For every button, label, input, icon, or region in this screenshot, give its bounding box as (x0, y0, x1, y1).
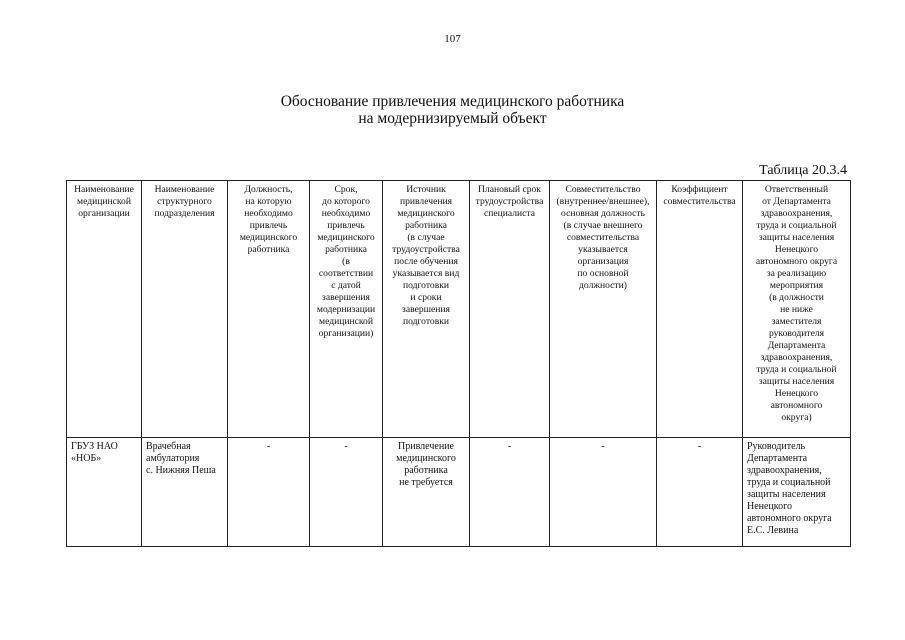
header-medical-organization: Наименование медицинской организации (67, 181, 142, 438)
header-responsible: Ответственный от Департамента здравоохранения, труда и социальной защиты населения Ненецкого автономного округа за реализацию мероприятия (в должности не ниже заместителя руководителя Департамента здравоохранения, труда и социальной защиты населения Ненецкого автономного округа) (743, 181, 851, 438)
cell-position: - (228, 438, 310, 547)
cell-structural-unit: Врачебная амбулатория с. Нижняя Пеша (142, 438, 228, 547)
table-label: Таблица 20.3.4 (759, 163, 847, 178)
cell-source: Привлечение медицинского работника не требуется (383, 438, 470, 547)
table-header-row (67, 181, 851, 438)
header-position: Должность, на которую необходимо привлечь медицинского работника (228, 181, 310, 438)
header-deadline: Срок, до которого необходимо привлечь медицинского работника (в соответствии с датой завершения модернизации медицинской организации) (310, 181, 383, 438)
header-structural-unit: Наименование структурного подразделения (142, 181, 228, 438)
title-line-2: на модернизируемый объект (358, 110, 547, 127)
document-title (0, 93, 905, 127)
title-line-1: Обоснование привлечения медицинского работника (280, 93, 625, 110)
header-source: Источник привлечения медицинского работника (в случае трудоустройства после обучения указывается вид подготовки и сроки завершения подготовки (383, 181, 470, 438)
table-row (67, 438, 851, 547)
cell-combination-coefficient: - (657, 438, 743, 547)
cell-planned-employment-date: - (470, 438, 550, 547)
header-planned-employment-date: Плановый срок трудоустройства специалиста (470, 181, 550, 438)
cell-combination: - (550, 438, 657, 547)
header-combination-coefficient: Коэффициент совместительства (657, 181, 743, 438)
cell-medical-organization: ГБУЗ НАО «НОБ» (67, 438, 142, 547)
cell-deadline: - (310, 438, 383, 547)
header-combination: Совместительство (внутреннее/внешнее), основная должность (в случае внешнего совместительства указывается организация по основной должности) (550, 181, 657, 438)
page-number: 107 (444, 33, 461, 45)
cell-responsible: Руководитель Департамента здравоохранения, труда и социальной защиты населения Ненецкого автономного округа Е.С. Левина (743, 438, 851, 547)
data-table (66, 180, 851, 547)
